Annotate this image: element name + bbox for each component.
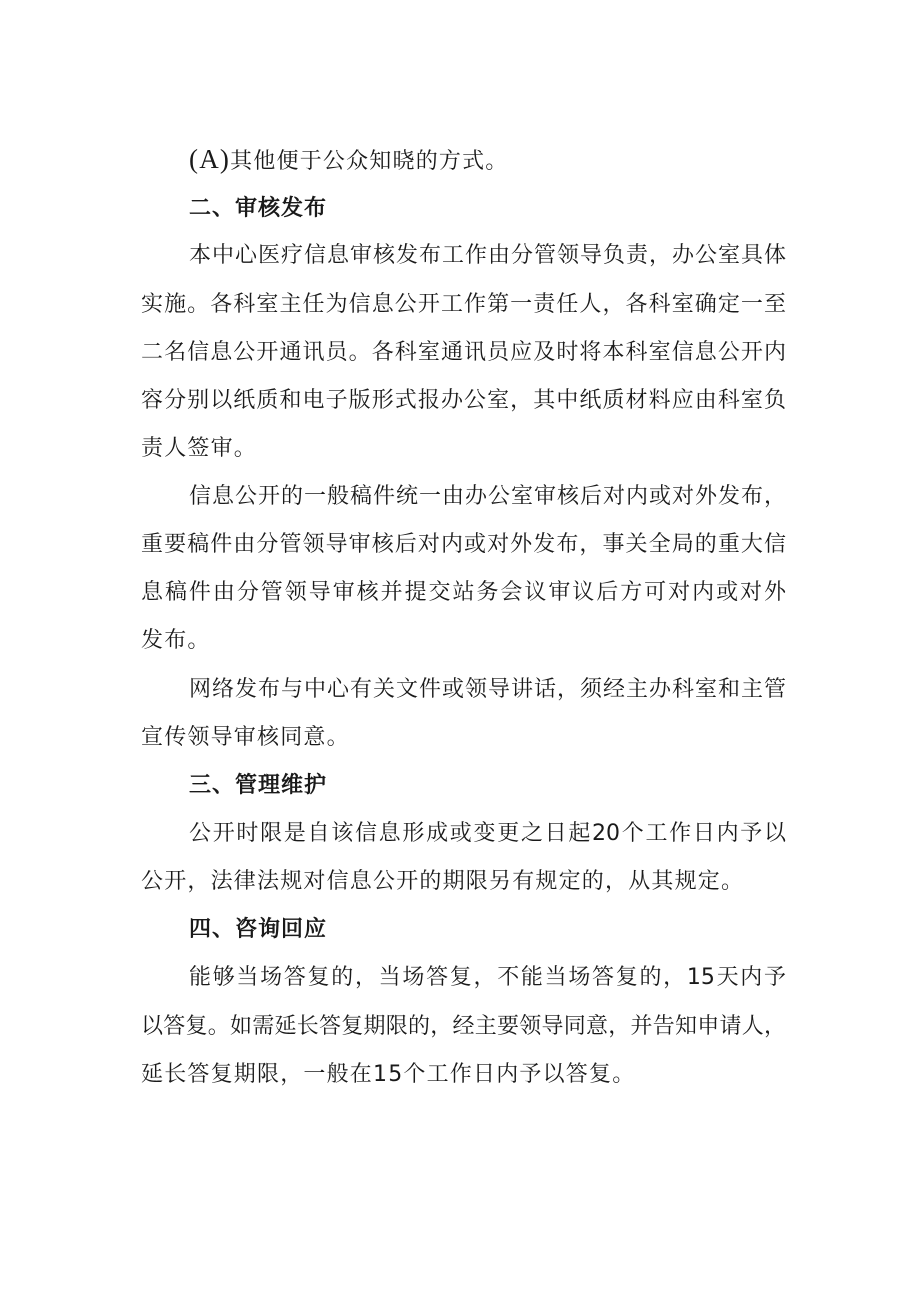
paragraph-line: 能够当场答复的，当场答复，不能当场答复的，15天内予: [189, 965, 786, 990]
paragraph-line: 宣传领导审核同意。: [141, 725, 350, 750]
paragraph-line: 本中心医疗信息审核发布工作由分管领导负责，办公室具体: [189, 243, 786, 268]
item-a-text: 其他便于公众知晓的方式。: [230, 149, 509, 174]
paragraph-line: 公开时限是自该信息形成或变更之日起20个工作日内予以: [189, 821, 786, 846]
list-item-a: [189, 144, 509, 177]
section-heading-management: 三、管理维护: [189, 773, 328, 798]
paragraph-line: 网络发布与中心有关文件或领导讲话，须经主办科室和主管: [189, 677, 786, 702]
paragraph-line: 信息公开的一般稿件统一由办公室审核后对内或对外发布，: [189, 484, 786, 509]
paragraph-line: 以答复。如需延长答复期限的，经主要领导同意，并告知申请人，: [141, 1014, 786, 1039]
paragraph-line: 重要稿件由分管领导审核后对内或对外发布，事关全局的重大信: [141, 532, 786, 557]
paragraph-line: 息稿件由分管领导审核并提交站务会议审议后方可对内或对外: [141, 580, 786, 605]
paragraph-line: 责人签审。: [141, 436, 258, 461]
paragraph-line: 发布。: [141, 628, 211, 653]
paragraph-line: 公开，法律法规对信息公开的期限另有规定的，从其规定。: [141, 869, 745, 894]
paragraph-line: 实施。各科室主任为信息公开工作第一责任人，各科室确定一至: [141, 292, 786, 317]
paragraph-line: 容分别以纸质和电子版形式报办公室，其中纸质材料应由科室负: [141, 388, 786, 413]
paragraph-line: 延长答复期限，一般在15个工作日内予以答复。: [141, 1062, 636, 1087]
item-a-tag: (A): [189, 144, 231, 174]
section-heading-review-publish: 二、审核发布: [189, 196, 328, 221]
section-heading-consultation: 四、咨询回应: [189, 917, 328, 942]
paragraph-line: 二名信息公开通讯员。各科室通讯员应及时将本科室信息公开内: [141, 340, 786, 365]
